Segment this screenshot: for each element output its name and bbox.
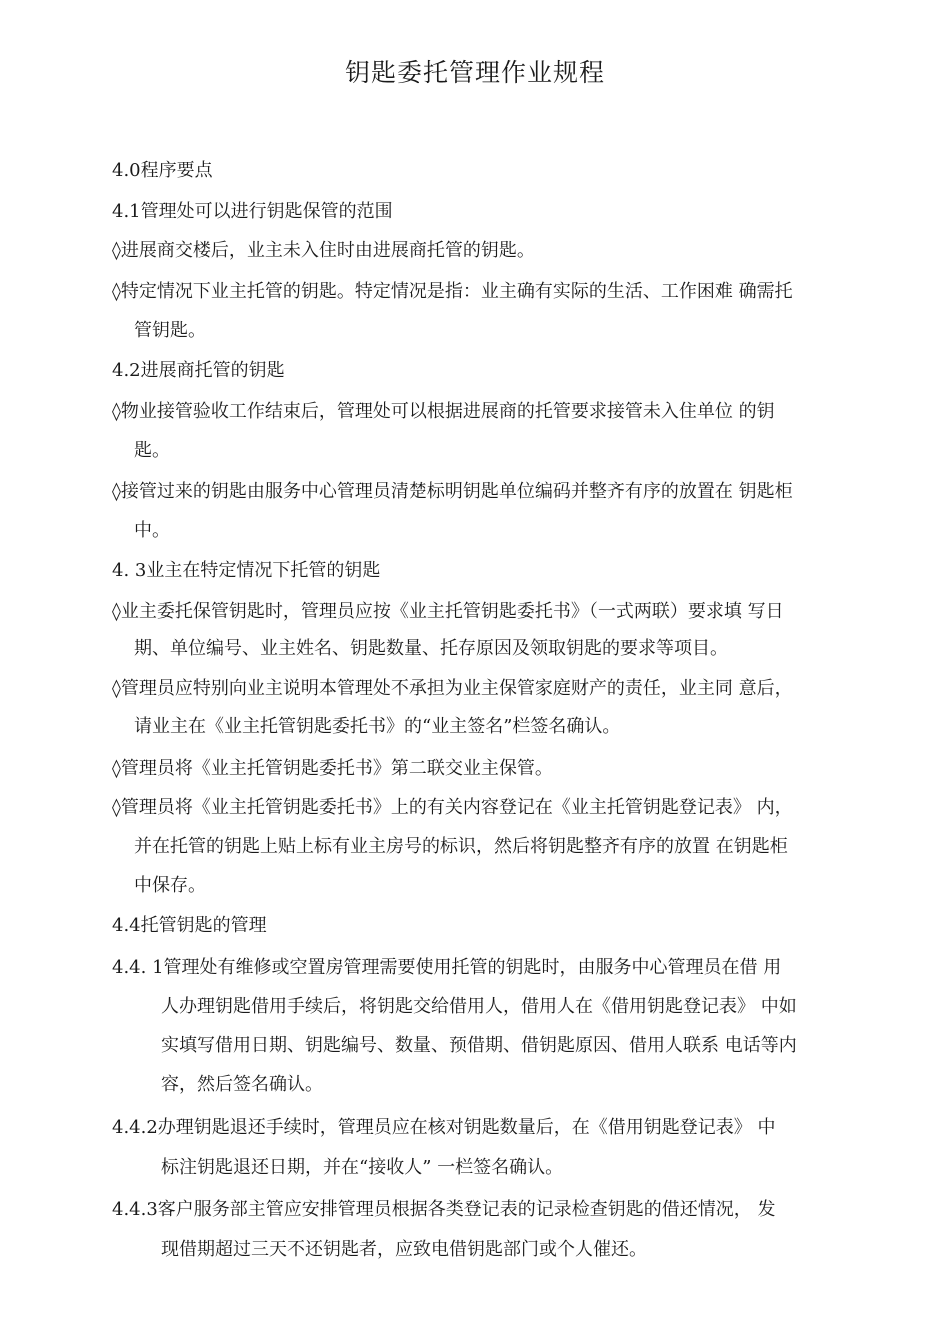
paragraph-continuation: 请业主在《业主托管钥匙委托书》的“业主签名”栏签名确认。 [134,716,621,737]
numbered-paragraph: 4.4. 1管理处有维修或空置房管理需要使用托管的钥匙时，由服务中心管理员在借 用 [112,957,782,978]
paragraph-continuation: 实填写借用日期、钥匙编号、数量、预借期、借钥匙原因、借用人联系 电话等内 [161,1035,797,1056]
subsection-heading: 4.4托管钥匙的管理 [112,915,267,936]
numbered-paragraph: 4.4.2办理钥匙退还手续时，管理员应在核对钥匙数量后，在《借用钥匙登记表》 中 [112,1117,776,1138]
section-heading: 4.0程序要点 [112,160,213,181]
paragraph-continuation: 标注钥匙退还日期，并在“接收人” 一栏签名确认。 [161,1157,564,1178]
paragraph-continuation: 人办理钥匙借用手续后，将钥匙交给借用人，借用人在《借用钥匙登记表》 中如 [161,996,797,1017]
paragraph-continuation: 容，然后签名确认。 [161,1074,323,1095]
subsection-heading: 4.2进展商托管的钥匙 [112,360,285,381]
paragraph-continuation: 并在托管的钥匙上贴上标有业主房号的标识，然后将钥匙整齐有序的放置 在钥匙柜 [134,836,788,857]
numbered-paragraph: 4.4.3客户服务部主管应安排管理员根据各类登记表的记录检查钥匙的借还情况， 发 [112,1199,776,1220]
bullet-paragraph: ◊业主委托保管钥匙时，管理员应按《业主托管钥匙委托书》（一式两联）要求填 写日 [112,601,784,622]
bullet-paragraph: ◊接管过来的钥匙由服务中心管理员清楚标明钥匙单位编码并整齐有序的放置在 钥匙柜 [112,481,793,502]
bullet-paragraph: ◊特定情况下业主托管的钥匙。特定情况是指：业主确有实际的生活、工作困难 确需托 [112,281,793,302]
paragraph-continuation: 期、单位编号、业主姓名、钥匙数量、托存原因及领取钥匙的要求等项目。 [134,638,728,659]
paragraph-continuation: 中。 [134,520,170,541]
paragraph-continuation: 现借期超过三天不还钥匙者，应致电借钥匙部门或个人催还。 [161,1239,647,1260]
paragraph-continuation: 中保存。 [134,875,206,896]
paragraph-continuation: 管钥匙。 [134,320,206,341]
bullet-paragraph: ◊管理员应特别向业主说明本管理处不承担为业主保管家庭财产的责任，业主同 意后， [112,678,793,699]
bullet-paragraph: ◊管理员将《业主托管钥匙委托书》第二联交业主保管。 [112,758,553,779]
subsection-heading: 4. 3业主在特定情况下托管的钥匙 [112,560,381,581]
subsection-heading: 4.1管理处可以进行钥匙保管的范围 [112,201,393,222]
document-title: 钥匙委托管理作业规程 [344,58,605,87]
bullet-paragraph: ◊进展商交楼后，业主未入住时由进展商托管的钥匙。 [112,240,535,261]
bullet-paragraph: ◊管理员将《业主托管钥匙委托书》上的有关内容登记在《业主托管钥匙登记表》 内， [112,797,793,818]
paragraph-continuation: 匙。 [134,440,170,461]
bullet-paragraph: ◊物业接管验收工作结束后，管理处可以根据进展商的托管要求接管未入住单位 的钥 [112,401,775,422]
